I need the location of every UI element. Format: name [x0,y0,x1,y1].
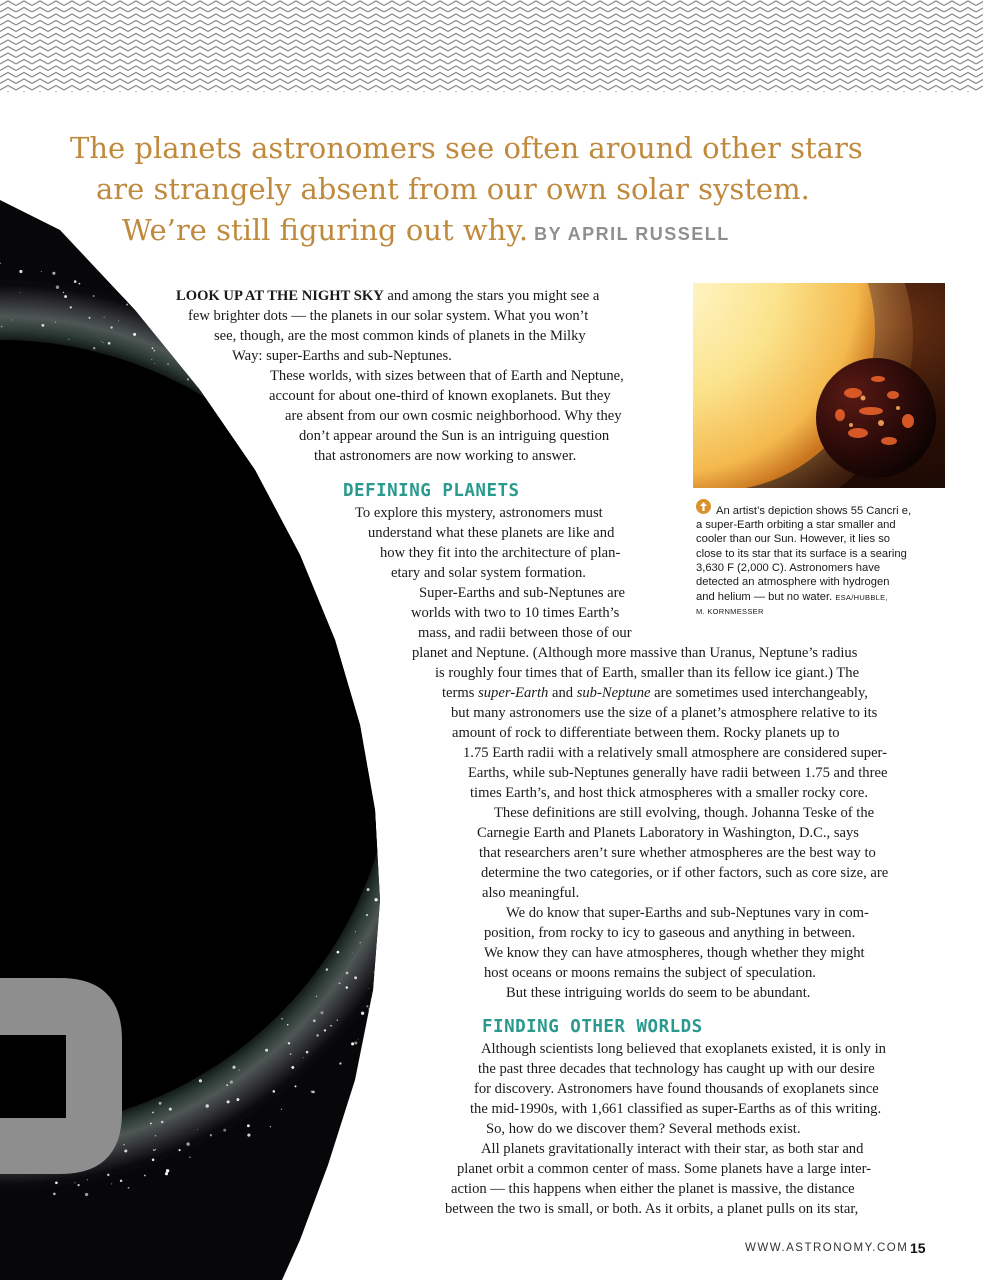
star-dot [316,996,317,997]
star-dot [387,565,389,567]
caption-line-6: detected an atmosphere with hydrogen [696,576,890,588]
photo-credit-line-2: M. KORNMESSER [696,607,764,616]
star-dot [251,402,254,405]
star-dot [53,1193,56,1196]
star-dot [326,968,329,971]
star-dot [444,754,446,756]
s1-line-11: but many astronomers use the size of a planet’s atmosphere relative to its [451,705,878,721]
star-dot [424,680,426,682]
star-dot [448,845,450,847]
star-dot [364,559,366,561]
term-sub-neptune: sub-Neptune [576,685,651,701]
star-dot [206,1104,209,1107]
star-dot [197,1129,198,1130]
s1-line-5: Super-Earths and sub-Neptunes are [419,585,625,601]
star-dot [459,795,461,797]
star-dot [431,708,434,711]
intro-line-1: LOOK UP AT THE NIGHT SKY and among the stars you might see a [176,288,600,304]
photo-credit: ESA/HUBBLE, [835,593,888,602]
star-dot [303,1057,304,1058]
intro-line-8: don’t appear around the Sun is an intriguing question [299,428,610,444]
star-dot [111,1183,112,1184]
star-dot [346,986,348,988]
star-dot [167,363,169,365]
star-dot [155,1149,156,1150]
intro-lead-in: LOOK UP AT THE NIGHT SKY [176,288,384,304]
star-dot [424,900,425,901]
star-dot [290,1053,291,1054]
star-dot [358,1039,359,1040]
star-dot [366,1005,368,1007]
star-dot [289,433,292,436]
s2-line-4: the mid-1990s, with 1,661 classified as super-Earths as of this writing. [470,1101,882,1117]
star-dot [390,626,391,627]
headline-line-3-text: We’re still figuring out why. [122,213,529,247]
star-dot [354,976,357,979]
star-dot [150,1123,152,1125]
caption-line-1: An artist’s depiction shows 55 Cancri e, [716,505,912,517]
caption-line-3: cooler than our Sun. However, it lies so [696,533,891,545]
s1-line-3: how they fit into the architecture of plan- [380,545,621,561]
star-dot [404,665,407,668]
s2-line-1: Although scientists long believed that exoplanets existed, it is only in [481,1041,886,1057]
s2-line-2: the past three decades that technology has caught up with our desire [478,1061,875,1077]
star-dot [103,342,104,343]
star-dot [70,306,72,308]
star-dot [337,1019,338,1020]
star-dot [11,319,12,320]
star-dot [153,350,155,352]
star-dot [407,621,408,622]
s1-line-12: amount of rock to differentiate between them. Rocky planets up to [452,725,840,741]
star-dot [101,341,102,342]
star-dot [409,967,411,969]
star-dot [267,370,268,371]
star-dot [1,326,3,328]
star-dot [367,888,370,891]
star-dot [152,1159,155,1162]
star-dot [19,270,22,273]
star-dot [161,1121,164,1124]
star-dot [203,361,206,364]
caption-line-7: and helium — but no water. ESA/HUBBLE, [696,591,888,603]
star-dot [232,1066,235,1069]
s1-line-13: 1.75 Earth radii with a relatively small atmosphere are considered super- [463,745,887,761]
star-dot [153,1149,155,1151]
s2-line-6: All planets gravitationally interact with their star, as both star and [481,1141,864,1157]
star-dot [79,283,81,285]
star-dot [187,378,189,380]
s1-line-1: To explore this mystery, astronomers must [355,505,603,521]
star-dot [414,664,415,665]
star-dot [166,1169,169,1172]
star-dot [354,1041,357,1044]
star-dot [374,898,377,901]
s1-line-17: Carnegie Earth and Planets Laboratory in Washington, D.C., says [477,825,859,841]
star-dot [151,359,152,360]
star-dot [169,1108,172,1111]
star-dot [412,888,415,891]
star-dot [352,952,353,953]
star-dot [312,1091,315,1094]
s2-line-8: action — this happens when either the planet is massive, the distance [451,1181,855,1197]
star-dot [239,1070,240,1071]
star-dot [107,1174,109,1176]
star-dot [186,1142,189,1145]
page-number: 15 [910,1240,926,1256]
star-dot [85,1193,88,1196]
star-dot [242,367,243,368]
star-dot [133,333,136,336]
super-earth-artist-image [693,283,945,488]
star-dot [181,351,183,353]
star-dot [351,1042,354,1045]
star-dot [52,272,55,275]
star-dot [399,589,401,591]
star-dot [359,942,361,944]
caption-line-5: 3,630 F (2,000 C). Astronomers have [696,562,881,574]
star-dot [74,280,77,283]
star-dot [406,910,408,912]
star-dot [428,810,431,813]
headline-line-2: are strangely absent from our own solar system. [96,172,810,206]
star-dot [429,818,432,821]
term-super-earth: super-Earth [478,685,549,701]
s1-line-23: We know they can have atmospheres, though whether they might [484,945,865,961]
star-dot [428,931,429,932]
star-dot [337,951,340,954]
star-dot [421,907,424,910]
star-dot [313,1019,316,1022]
caption-line-2: a super-Earth orbiting a star smaller and [696,519,896,531]
star-dot [346,972,349,975]
s1-line-22: position, from rocky to icy to gaseous and anything in between. [484,925,856,941]
star-dot [407,746,408,747]
star-dot [374,971,377,974]
caption-line-4: close to its star that its surface is a searing [696,548,907,560]
star-dot [230,1081,233,1084]
star-dot [242,395,244,397]
star-dot [330,1025,332,1027]
headline-line-1: The planets astronomers see often around other stars [70,131,863,165]
star-dot [158,327,159,328]
star-dot [126,304,128,306]
star-dot [447,888,448,889]
star-dot [425,797,427,799]
s2-line-9: between the two is small, or both. As it orbits, a planet pulls on its star, [445,1201,859,1217]
star-dot [104,317,105,318]
s1-line-21: We do know that super-Earths and sub-Neptunes vary in com- [506,905,869,921]
star-dot [206,387,208,389]
star-dot [128,1187,130,1189]
star-dot [189,1157,190,1158]
section-heading-finding-other-worlds: FINDING OTHER WORLDS [482,1017,703,1037]
star-dot [408,597,409,598]
caption-arrow-icon [696,499,711,514]
star-dot [20,292,21,293]
star-dot [379,942,380,943]
s1-line-24: host oceans or moons remains the subject of speculation. [484,965,816,981]
star-dot [291,1066,294,1069]
star-dot [273,1090,276,1093]
footer-website: WWW.ASTRONOMY.COM [745,1242,909,1254]
s2-line-5: So, how do we discover them? Several methods exist. [486,1121,801,1137]
star-dot [88,317,90,319]
s1-line-19: determine the two categories, or if other factors, such as core size, are [481,865,889,881]
star-dot [281,1109,282,1110]
star-dot [339,982,341,984]
star-dot [55,1181,58,1184]
author-byline: BY APRIL RUSSELL [534,224,730,244]
star-dot [428,722,429,723]
star-dot [247,1134,250,1137]
star-dot [391,1002,394,1005]
star-dot [287,1024,289,1026]
star-dot [430,817,432,819]
intro-line-9: that astronomers are now working to answer. [314,448,577,464]
star-dot [74,1182,75,1183]
s1-line-10: terms super-Earth and sub-Neptune are sometimes used interchangeably, [442,685,868,701]
star-dot [386,926,388,928]
s1-line-25: But these intriguing worlds do seem to be abundant. [506,985,811,1001]
intro-line-2: few brighter dots — the planets in our solar system. What you won’t [188,308,589,324]
star-dot [124,1149,127,1152]
star-dot [366,914,368,916]
star-dot [199,1079,202,1082]
star-dot [159,1102,162,1105]
star-dot [355,931,356,932]
star-dot [294,441,296,443]
star-dot [108,342,111,345]
star-dot [401,611,403,613]
star-dot [324,1029,326,1031]
star-dot [400,825,401,826]
star-dot [42,324,45,327]
s1-line-8: planet and Neptune. (Although more massive than Uranus, Neptune’s radius [412,645,858,661]
s1-line-14: Earths, while sub-Neptunes generally have radii between 1.75 and three [468,765,888,781]
star-dot [408,596,411,599]
star-dot [154,363,155,364]
star-dot [171,333,173,335]
star-dot [64,295,67,298]
star-dot [120,1180,122,1182]
star-dot [337,467,340,470]
star-dot [438,829,441,832]
star-dot [286,1042,287,1043]
headline-line-3 [122,210,730,255]
star-dot [179,1149,181,1151]
star-dot [418,680,419,681]
star-dot [361,1012,364,1015]
star-dot [281,1018,283,1020]
star-dot [429,782,432,785]
star-dot [165,1172,168,1175]
star-dot [152,347,154,349]
star-dot [320,1011,323,1014]
star-dot [247,1124,250,1127]
s1-line-20: also meaningful. [482,885,580,901]
intro-line-3: see, though, are the most common kinds of planets in the Milky [214,328,586,344]
star-dot [233,409,235,411]
star-dot [87,1179,88,1180]
star-dot [306,1051,309,1054]
star-dot [400,914,402,916]
star-dot [77,1184,79,1186]
star-dot [179,318,182,321]
star-dot [227,1100,230,1103]
star-dot [237,412,238,413]
star-dot [223,1129,226,1132]
s1-line-2: understand what these planets are like and [368,525,615,541]
star-dot [245,390,248,393]
star-dot [55,322,56,323]
star-dot [68,339,69,340]
star-dot [110,326,112,328]
s2-line-7: planet orbit a common center of mass. Some planets have a large inter- [457,1161,872,1177]
star-dot [284,438,286,440]
star-dot [156,315,159,318]
star-dot [56,286,59,289]
star-dot [155,1135,156,1136]
star-dot [144,1175,146,1177]
star-dot [418,881,421,884]
star-dot [308,456,309,457]
star-dot [407,727,408,728]
star-dot [460,803,463,806]
star-dot [288,1042,290,1044]
star-dot [400,732,401,733]
star-dot [226,1084,228,1086]
star-dot [393,986,394,987]
star-dot [461,808,464,811]
star-dot [295,1085,297,1087]
star-dot [210,1134,212,1136]
intro-line-7: are absent from our own cosmic neighborhood. Why they [285,408,622,424]
intro-line-5: These worlds, with sizes between that of Earth and Neptune, [270,368,624,384]
star-dot [368,988,369,989]
star-dot [386,1002,387,1003]
star-dot [123,1144,125,1146]
star-dot [381,966,383,968]
star-dot [316,1034,319,1037]
star-dot [265,1049,268,1052]
s1-line-18: that researchers aren’t sure whether atmospheres are the best way to [479,845,876,861]
intro-line-6: account for about one-third of known exoplanets. But they [269,388,611,404]
intro-line-4: Way: super-Earths and sub-Neptunes. [232,348,452,364]
star-dot [426,922,429,925]
s1-line-15: times Earth’s, and host thick atmospheres with a smaller rocky core. [470,785,868,801]
star-dot [458,854,460,856]
star-dot [368,1008,370,1010]
lava-planet [816,358,936,478]
star-dot [236,1098,239,1101]
star-dot [427,758,429,760]
star-dot [444,830,447,833]
s1-line-9: is roughly four times that of Earth, smaller than its fellow ice giant.) The [435,665,860,681]
s1-line-7: mass, and radii between those of our [418,625,632,641]
star-dot [93,347,95,349]
star-dot [63,292,64,293]
section-heading-defining-planets: DEFINING PLANETS [343,481,520,501]
star-dot [417,904,418,905]
star-dot [41,271,42,272]
star-dot [390,600,392,602]
star-dot [270,1126,271,1127]
star-dot [409,849,411,851]
star-dot [142,292,144,294]
star-dot [93,295,95,297]
s1-line-4: etary and solar system formation. [391,565,586,581]
star-dot [393,965,396,968]
star-dot [339,1062,341,1064]
star-dot [118,320,119,321]
s1-line-16: These definitions are still evolving, though. Johanna Teske of the [494,805,875,821]
s2-line-3: for discovery. Astronomers have found thousands of exoplanets since [474,1081,879,1097]
star-dot [152,1112,154,1114]
star-dot [389,595,390,596]
s1-line-6: worlds with two to 10 times Earth’s [411,605,620,621]
